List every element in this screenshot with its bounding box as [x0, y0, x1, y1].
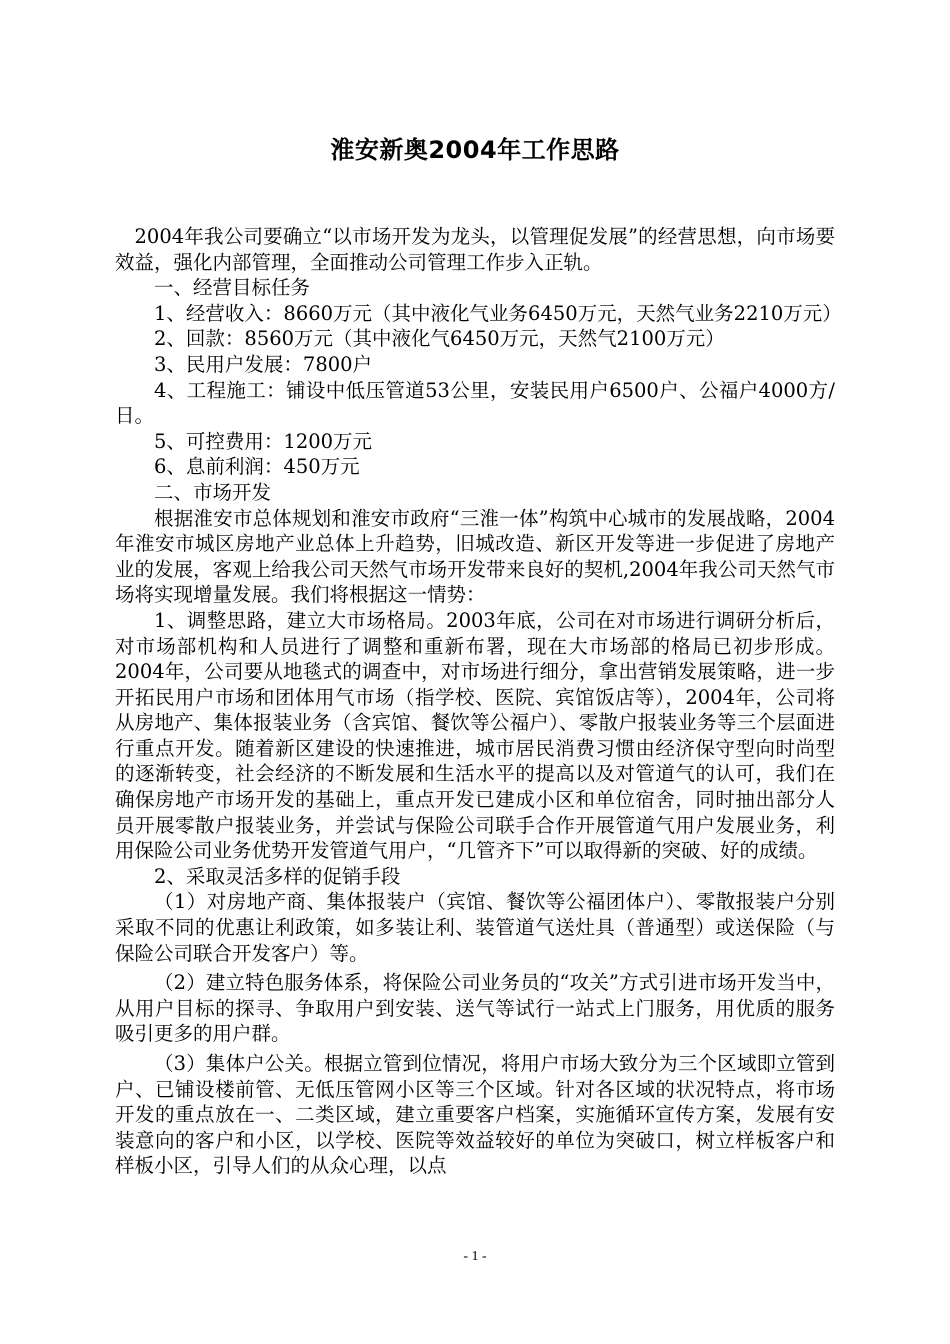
- goal-item-profit: 6、息前利润：450万元: [154, 455, 360, 479]
- intro-paragraph: 2004年我公司要确立“以市场开发为龙头，以管理促发展”的经营思想，向市场要效益，强化内部管理，全面推动公司管理工作步入正轨。: [115, 225, 835, 274]
- market-paragraph: 根据淮安市总体规划和淮安市政府“三淮一体”构筑中心城市的发展战略，2004年淮安市城区房地产业总体上升趋势，旧城改造、新区开发等进一步促进了房地产业的发展，客观上给我公司天然气市场开发带来良好的契机,2004年我公司天然气市场将实现增量发展。我们将根据这一情势：: [115, 506, 835, 607]
- page-number: - 1 -: [463, 1249, 487, 1264]
- goal-item-revenue: 1、经营收入：8660万元（其中液化气业务6450万元，天然气业务2210万元）: [154, 301, 842, 325]
- document-body: [115, 224, 842, 1179]
- promotion-item-1: （1）对房地产商、集体报装户（宾馆、餐饮等公福团体户）、零散报装户分别采取不同的优惠让利政策，如多装让利、装管道气送灶具（普通型）或送保险（与保险公司联合开发客户）等。: [115, 890, 835, 965]
- strategy-paragraph-1: 1、调整思路，建立大市场格局。2003年底，公司在对市场进行调研分析后，对市场部机构和人员进行了调整和重新布署，现在大市场部的格局已初步形成。2004年，公司要从地毯式的调查中，对市场进行细分，拿出营销发展策略，进一步开拓民用户市场和团体用气市场（指学校、医院、宾馆饭店等），2004年，公司将从房地产、集体报装业务（含宾馆、餐饮等公福户）、零散户报装业务等三个层面进行重点开发。随着新区建设的快速推进，城市居民消费习惯由经济保守型向时尚型的逐渐转变，社会经济的不断发展和生活水平的提高以及对管道气的认可，我们在确保房地产市场开发的基础上，重点开发已建成小区和单位宿舍，同时抽出部分人员开展零散户报装业务，并尝试与保险公司联手合作开展管道气用户发展业务，利用保险公司业务优势开发管道气用户，“几管齐下”可以取得新的突破、好的成绩。: [115, 608, 835, 863]
- promotion-item-3: （3）集体户公关。根据立管到位情况，将用户市场大致分为三个区域即立管到户、已铺设楼前管、无低压管网小区等三个区域。针对各区域的状况特点，将市场开发的重点放在一、二类区域，建立重要客户档案，实施循环宣传方案，发展有安装意向的客户和小区，以学校、医院等效益较好的单位为突破口，树立样板客户和样板小区，引导人们的从众心理，以点: [115, 1052, 835, 1178]
- document-title: 淮安新奥2004年工作思路: [330, 136, 620, 164]
- section-heading-market: 二、市场开发: [154, 480, 272, 504]
- goal-item-construction: 4、工程施工：铺设中低压管道53公里，安装民用户6500户、公福户4000方/日。: [115, 378, 835, 428]
- strategy-heading-2: 2、采取灵活多样的促销手段: [154, 864, 401, 888]
- goal-item-collection: 2、回款：8560万元（其中液化气6450万元，天然气2100万元）: [154, 327, 725, 351]
- goal-item-households: 3、民用户发展：7800户: [154, 352, 373, 376]
- promotion-item-2: （2）建立特色服务体系，将保险公司业务员的“攻关”方式引进市场开发当中，从用户目标的探寻、争取用户到安装、送气等试行一站式上门服务，用优质的服务吸引更多的用户群。: [115, 971, 835, 1046]
- goal-item-costs: 5、可控费用：1200万元: [154, 429, 373, 453]
- section-heading-goals: 一、经营目标任务: [154, 276, 311, 300]
